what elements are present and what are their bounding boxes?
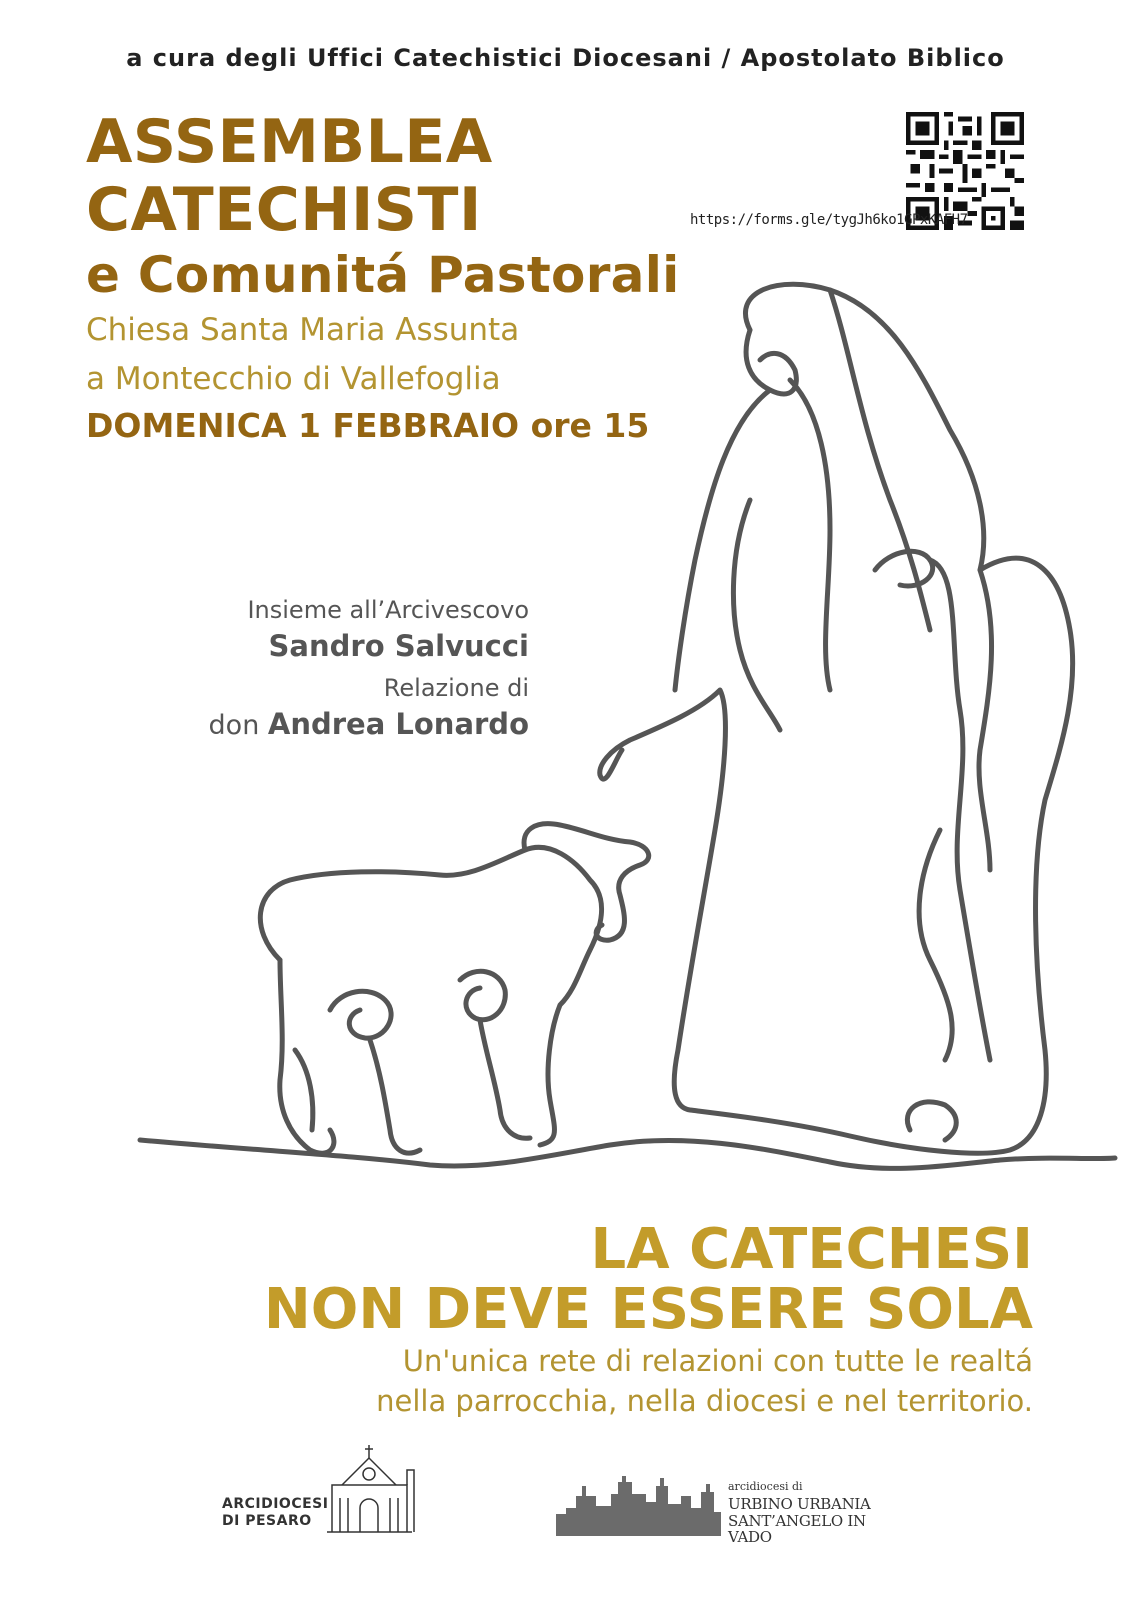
logo-pesaro-line1: ARCIDIOCESI <box>222 1496 329 1512</box>
archbishop-name: Sandro Salvucci <box>268 629 529 663</box>
talk-intro: Relazione di <box>383 674 529 702</box>
headline-line2: NON DEVE ESSERE SOLA <box>263 1277 1033 1342</box>
subtitle-line2: nella parrocchia, nella diocesi e nel territorio. <box>376 1384 1033 1418</box>
logo-arcidiocesi-urbino <box>556 1456 896 1546</box>
organizer-line: a cura degli Uffici Catechistici Diocesani / Apostolato Biblico <box>126 44 1005 72</box>
logo-arcidiocesi-pesaro <box>222 1440 422 1540</box>
logo-urbino-line2: SANT’ANGELO IN VADO <box>728 1511 866 1546</box>
cathedral-icon <box>322 1440 417 1535</box>
headline-line1: LA CATECHESI <box>590 1217 1033 1282</box>
event-title-line3: e Comunitá Pastorali <box>86 246 680 304</box>
town-skyline-icon <box>556 1456 721 1536</box>
event-date: DOMENICA 1 FEBBRAIO ore 15 <box>86 406 650 445</box>
logo-urbino-line1: URBINO URBANIA <box>728 1495 871 1513</box>
location-church: Chiesa Santa Maria Assunta <box>86 312 520 348</box>
qr-url[interactable]: https://forms.gle/tygJh6ko1GPxKAFH7 <box>690 212 968 228</box>
speaker-prefix: don <box>208 710 260 741</box>
logo-pesaro-line2: DI PESARO <box>222 1512 312 1529</box>
speaker-name: Andrea Lonardo <box>267 707 529 741</box>
logo-urbino-small: arcidiocesi di <box>728 1480 803 1493</box>
event-title-line1: ASSEMBLEA <box>86 107 493 177</box>
speaker-line <box>208 707 529 741</box>
speakers-intro: Insieme all’Arcivescovo <box>247 596 529 624</box>
event-title-line2: CATECHISTI <box>86 175 482 245</box>
subtitle-line1: Un'unica rete di relazioni con tutte le realtá <box>402 1344 1033 1378</box>
location-town: a Montecchio di Vallefoglia <box>86 361 501 397</box>
